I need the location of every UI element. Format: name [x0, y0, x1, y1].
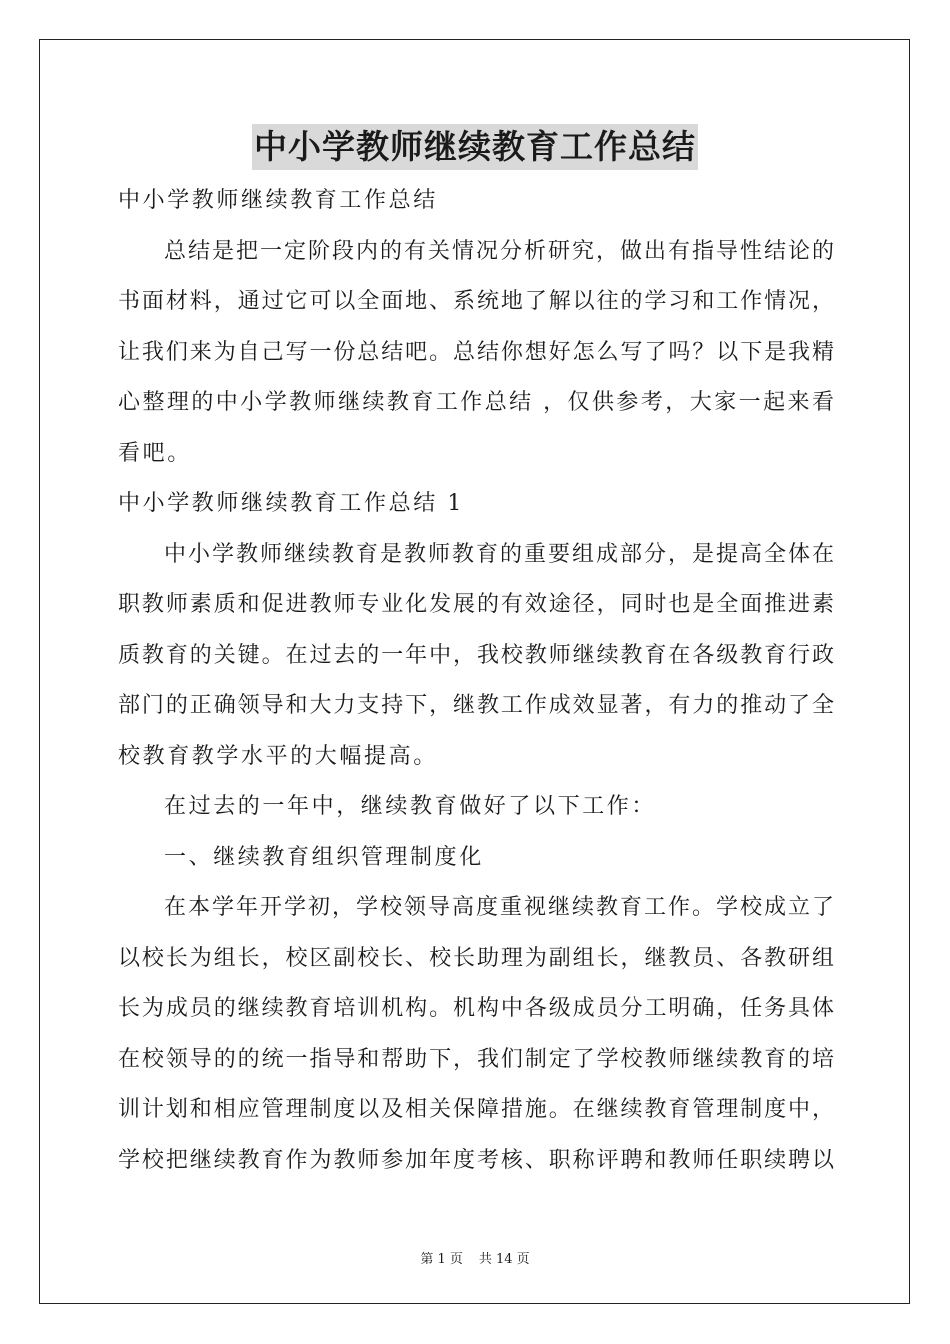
para4-line-4: 在校领导的的统一指导和帮助下，我们制定了学校教师继续教育的培	[118, 1046, 834, 1072]
intro-line-1: 总结是把一定阶段内的有关情况分析研究，做出有指导性结论的	[164, 238, 834, 264]
subheading-line: 一、继续教育组织管理制度化	[164, 844, 484, 870]
document-body	[118, 176, 834, 1186]
para1-line-4: 部门的正确领导和大力支持下，继教工作成效显著，有力的推动了全	[118, 693, 834, 718]
para4-line-6: 学校把继续教育作为教师参加年度考核、职称评聘和教师任职续聘以	[118, 1147, 834, 1173]
document-title: 中小学教师继续教育工作总结	[252, 124, 698, 170]
para4-line-2: 以校长为组长，校区副校长、校长助理为副组长，继教员、各教研组	[118, 945, 834, 971]
intro-line-2: 书面材料，通过它可以全面地、系统地了解以往的学习和工作情况，	[118, 289, 834, 314]
subtitle-line: 中小学教师继续教育工作总结	[118, 188, 438, 213]
para2-line-1: 在过去的一年中，继续教育做好了以下工作：	[164, 794, 657, 819]
para1-line-2: 职教师素质和促进教师专业化发展的有效途径，同时也是全面推进素	[118, 592, 834, 617]
page-footer	[0, 1248, 950, 1267]
page-number: 第 1 页	[420, 1252, 463, 1267]
para4-line-3: 长为成员的继续教育培训机构。机构中各级成员分工明确，任务具体	[118, 996, 834, 1021]
title-container	[0, 124, 950, 170]
para1-line-1: 中小学教师继续教育是教师教育的重要组成部分，是提高全体在	[164, 541, 834, 567]
para1-line-3: 质教育的关键。在过去的一年中，我校教师继续教育在各级教育行政	[118, 642, 834, 668]
intro-line-4: 心整理的中小学教师继续教育工作总结 ，仅供参考，大家一起来看	[118, 390, 834, 415]
intro-line-5: 看吧。	[118, 440, 192, 466]
intro-line-3: 让我们来为自己写一份总结吧。总结你想好怎么写了吗？以下是我精	[118, 339, 834, 365]
total-pages: 共 14 页	[478, 1252, 530, 1267]
para1-line-5: 校教育教学水平的大幅提高。	[118, 743, 438, 769]
para4-line-5: 训计划和相应管理制度以及相关保障措施。在继续教育管理制度中，	[118, 1097, 834, 1122]
para4-line-1: 在本学年开学初，学校领导高度重视继续教育工作。学校成立了	[164, 895, 834, 920]
section-heading: 中小学教师继续教育工作总结 1	[118, 491, 464, 516]
